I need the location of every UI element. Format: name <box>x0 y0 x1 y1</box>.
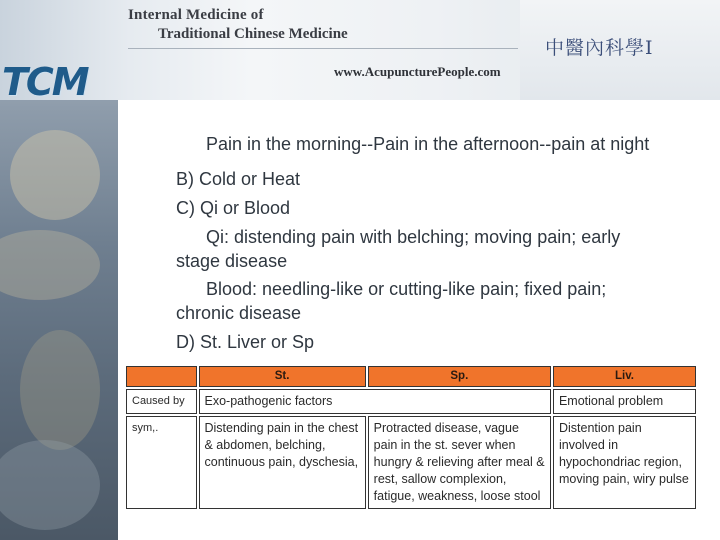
header-title-line2: Traditional Chinese Medicine <box>158 26 348 42</box>
paper-image <box>0 440 100 530</box>
chinese-title: 中醫內科學Ⅰ <box>545 37 654 59</box>
qi-line-1: Qi: distending pain with belching; moving pain; early <box>206 227 621 247</box>
table-row <box>126 389 696 414</box>
pain-timing-line: Pain in the morning--Pain in the afternoon--pain at night <box>206 134 650 154</box>
blood-line-2: chronic disease <box>176 303 302 323</box>
header-divider <box>128 48 518 49</box>
header-title-line1: Internal Medicine of <box>128 7 264 23</box>
qi-description <box>176 225 620 273</box>
cell-sym-sp: Protracted disease, vague pain in the st. sever when hungry & relieving after meal & rest, sallow complexion, fatigue, weakness, loose stool <box>368 416 551 509</box>
header-url: www.AcupuncturePeople.com <box>334 64 501 79</box>
table-header-row <box>126 366 696 387</box>
herb-pile-image <box>0 230 100 300</box>
cell-sym-liv: Distention pain involved in hypochondriac region, moving pain, wiry pulse <box>553 416 696 509</box>
table-header-blank <box>126 366 197 387</box>
row-label-caused-by: Caused by <box>126 389 197 414</box>
herb-bowl-image <box>10 130 100 220</box>
comparison-table <box>124 364 698 511</box>
cell-caused-liv: Emotional problem <box>553 389 696 414</box>
row-label-sym: sym,. <box>126 416 197 509</box>
item-c: C) Qi or Blood <box>176 198 291 218</box>
item-d: D) St. Liver or Sp <box>176 332 315 352</box>
blood-description <box>176 277 606 325</box>
table-header-liv: Liv. <box>553 366 696 387</box>
cell-caused-st-sp: Exo-pathogenic factors <box>199 389 551 414</box>
table-row <box>126 416 696 509</box>
qi-line-2: stage disease <box>176 251 288 271</box>
table-header-st: St. <box>199 366 366 387</box>
tcm-logo: TCM <box>2 60 88 104</box>
cell-sym-st: Distending pain in the chest & abdomen, belching, continuous pain, dyschesia, <box>199 416 366 509</box>
item-b: B) Cold or Heat <box>176 169 301 189</box>
table-header-sp: Sp. <box>368 366 551 387</box>
scroll-image <box>20 330 100 450</box>
blood-line-1: Blood: needling-like or cutting-like pain; fixed pain; <box>206 279 607 299</box>
